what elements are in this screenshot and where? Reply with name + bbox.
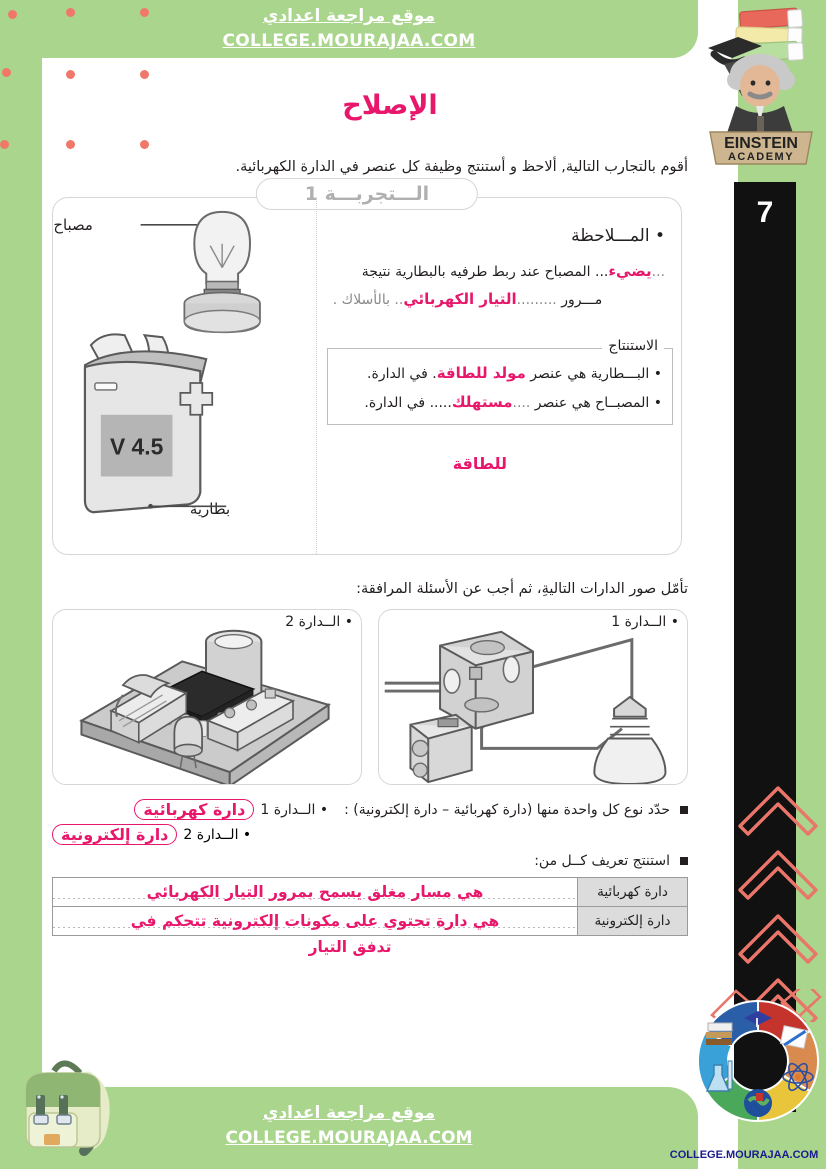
decor-dot [0,140,9,149]
circuit-2-illustration [53,610,361,784]
observation-line-1 [327,258,665,286]
question-2-row [52,853,688,869]
circuit-1-card [378,609,688,785]
conclusion-box [327,338,673,425]
observation-heading: • المـــلاحظة [571,226,665,246]
chevron-decoration [736,752,822,1022]
junction-box-icon [440,632,533,729]
definitions-table [52,877,688,936]
main-content [52,62,688,956]
battery-voltage-text: 4.5 V [109,433,164,460]
header-brand-arabic: موقع مراجعة اعدادي [262,6,436,26]
circuit-2-card [52,609,362,785]
conclusion-1-post: . في الدارة. [367,366,437,382]
question-1-row1-answer: دارة كهربائية [134,799,254,820]
question-1-text: حدّد نوع كل واحدة منها (دارة كهربائية – دارة إلكترونية) : [344,801,670,818]
observation-suffix: .. بالأسلاك . [332,291,404,308]
decor-dot [140,8,149,17]
svg-text:EINSTEIN: EINSTEIN [724,135,798,152]
footer-brand-url[interactable]: COLLEGE.MOURAJAA.COM [225,1128,473,1148]
page-title: الإصلاح [342,90,438,121]
definition-overflow-2: تدفق التيار [308,938,392,956]
switch-icon [410,715,471,782]
observation-muroor: مـــرور [561,291,603,308]
observation-answer-1: يضيء [608,262,652,280]
footer-brand-arabic: موقع مراجعة اعدادي [262,1103,436,1123]
decor-dot [66,8,75,17]
experiment-1-pill: الـــتجربـــة 1 [256,178,478,210]
definition-key-1: دارة كهربائية [578,878,688,907]
question-1-row [52,799,688,820]
header-brand-url[interactable]: COLLEGE.MOURAJAA.COM [222,31,476,51]
conclusion-1-pre: • البـــطارية هي عنصر [530,366,662,382]
table-row [53,907,688,936]
circuit-1-label: • الــدارة 1 [611,614,679,630]
circuit-1-illustration [379,610,687,784]
battery-icon [85,334,212,512]
circuits-instruction: تأمّل صور الدارات التاليةِ، ثم أجب عن الأسئلة المرافقة: [356,581,688,597]
square-bullet-icon [680,806,688,814]
definition-value-2[interactable]: هي دارة تحتوي على مكونات إلكترونية تتحكم في [53,907,578,936]
experiment-text-column [317,198,681,554]
definition-value-1[interactable]: هي مسار مغلق يسمح بمرور التيار الكهربائي [53,878,578,907]
experiment-1-box [52,183,682,555]
battery-label-text: بطارية [189,500,231,519]
conclusion-item-1 [338,359,662,388]
conclusion-2-post: ..... في الدارة. [364,394,452,411]
academy-banner [710,132,812,164]
decor-dot [2,68,11,77]
wheel-url-label: COLLEGE.MOURAJAA.COM [669,1149,819,1161]
question-1-row2-label: • الــدارة 2 [183,826,252,843]
square-bullet-icon [680,857,688,865]
definition-key-2: دارة إلكترونية [578,907,688,936]
conclusion-2-pre: • المصبــاح هي عنصر [534,394,662,411]
circuits-row [52,609,688,785]
lamp-and-battery-illustration [53,198,316,554]
table-row [53,878,688,907]
observation-line-2: مـــرور .........التيار الكهربائي.. بالأسلاك . [332,289,603,308]
conclusion-trailing-word: للطاقة [452,454,508,473]
observation-mid-text: ... المصباح عند ربط طرفيه بالبطارية نتيجة [361,264,609,280]
question-1-row2 [52,824,688,845]
svg-text:ACADEMY: ACADEMY [727,151,795,163]
conclusion-1-answer: مولد للطاقة [436,364,526,382]
decor-dot [8,10,17,19]
conclusion-legend: الاستنتاج [602,338,664,354]
backpack-icon [2,1043,126,1163]
header-band [0,0,698,58]
observation-answer-2: التيار الكهربائي [403,289,517,308]
left-green-rail [0,0,42,1169]
circuit-2-label: • الــدارة 2 [285,614,353,630]
conclusion-item-2: • المصبــاح هي عنصر ....مستهلك..... في الدارة. [364,392,662,411]
questions-block [52,799,688,869]
conclusion-2-answer: مستهلك [451,392,513,411]
question-1-row1-label: • الــدارة 1 [260,801,329,818]
intro-instruction: أقوم بالتجارب التالية, ألاحظ و أستنتج وظيفة كل عنصر في الدارة الكهربائية. [235,159,688,175]
knowledge-wheel-icon [690,989,826,1161]
light-bulb-icon [184,212,260,332]
question-2-text: استنتج تعريف كــل من: [534,853,670,869]
question-1-row2-answer: دارة إلكترونية [52,824,177,845]
page-number-badge: 7 [734,182,796,244]
lamp-label-text: مصباح [53,215,93,234]
observation-prefix-dots: ... [651,264,665,280]
experiment-image-column [53,198,317,554]
